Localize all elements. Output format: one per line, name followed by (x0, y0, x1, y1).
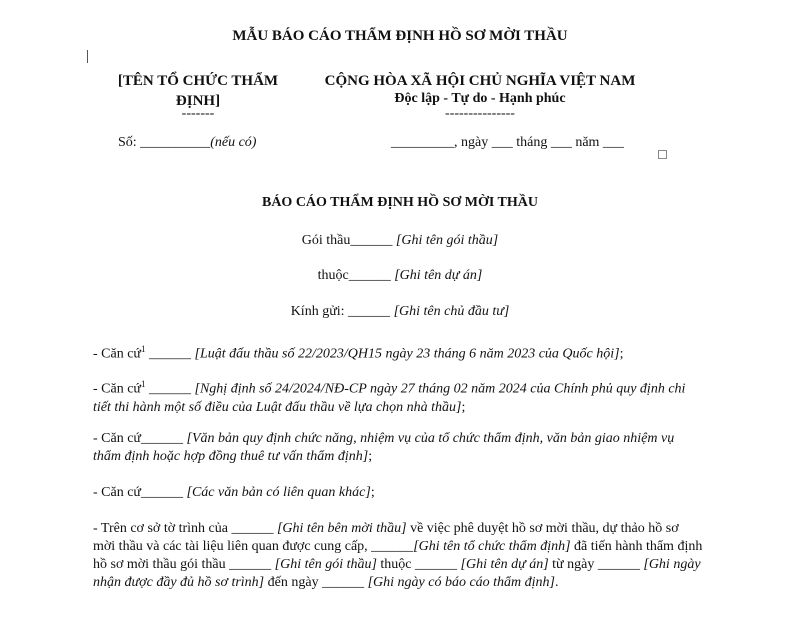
project-note: [Ghi tên dự án] (394, 268, 483, 283)
recipient-line (0, 304, 800, 320)
report-title: BÁO CÁO THẨM ĐỊNH HỒ SƠ MỜI THẦU (261, 195, 538, 210)
basis-blank: ______ (141, 431, 187, 446)
recipient-note: [Ghi tên chủ đầu tư] (393, 304, 510, 319)
legal-basis-1 (93, 340, 703, 364)
document-number-line (118, 135, 256, 151)
legal-basis-2 (93, 375, 703, 417)
paragraph-note: [Ghi ngày có báo cáo thẩm định] (367, 575, 556, 590)
footnote-marker: 1 (141, 344, 146, 354)
basis-prefix: - Căn cứ (93, 431, 142, 446)
basis-note: [Các văn bản có liên quan khác] (186, 485, 371, 500)
legal-basis-4 (93, 484, 703, 502)
basis-prefix: - Căn cứ (93, 485, 142, 500)
basis-suffix: ; (461, 399, 466, 415)
package-line (0, 233, 800, 249)
package-label: Gói thầu______ (301, 233, 396, 248)
national-title: CỘNG HÒA XÃ HỘI CHỦ NGHĨA VIỆT NAM (324, 73, 636, 89)
paragraph-note: [Ghi tên dự án] (460, 557, 549, 572)
footnote-marker: 1 (141, 379, 146, 389)
basis-prefix: - Căn cứ (93, 381, 142, 397)
basis-note: [Luật đấu thầu số 22/2023/QH15 ngày 23 tháng 6 năm 2023 của Quốc hội] (194, 346, 620, 362)
paragraph-note: [Ghi tên bên mời thầu] (276, 521, 407, 536)
organization-name: [TÊN TỔ CHỨC THẨM ĐỊNH] (117, 73, 279, 109)
paragraph-note: [Ghi ngày nhận được đầy đủ hồ sơ trình] (93, 557, 701, 590)
basis-note: [Văn bản quy định chức năng, nhiệm vụ của tổ chức thẩm định, văn bản giao nhiệm vụ thẩm định hoặc hợp đồng thuê tư vấn thẩm định] (93, 431, 675, 464)
basis-blank: ______ (145, 346, 195, 362)
national-motto: Độc lập - Tự do - Hạnh phúc (394, 91, 566, 106)
paragraph-text: - Trên cơ sở tờ trình của ______ (93, 521, 277, 536)
paragraph-text: từ ngày ______ (548, 557, 644, 572)
paragraph-text: thuộc ______ (376, 557, 461, 572)
basis-suffix: ; (368, 449, 373, 464)
basis-suffix: ; (619, 346, 624, 362)
paragraph-text: đến ngày ______ (264, 575, 368, 590)
project-line (0, 268, 800, 284)
package-note: [Ghi tên gói thầu] (395, 233, 499, 248)
paragraph-note: [Ghi tên gói thầu] (274, 557, 377, 572)
appraisal-paragraph (93, 520, 703, 592)
national-divider: --------------- (445, 106, 515, 121)
paragraph-text: đã tiến hành thẩm định hồ sơ mời thầu gói thầu ______ (93, 539, 703, 572)
document-number-note: (nếu có) (210, 135, 257, 150)
basis-blank: ______ (145, 381, 195, 397)
document-number-label: Số: __________ (118, 135, 211, 150)
basis-blank: ______ (141, 485, 187, 500)
legal-basis-3 (93, 430, 703, 466)
paragraph-text: về việc phê duyệt hồ sơ mời thầu, dự thảo hồ sơ mời thầu và các tài liệu liên quan được cung cấp, ______ (93, 521, 679, 554)
recipient-label: Kính gửi: ______ (290, 304, 394, 319)
project-label: thuộc______ (317, 268, 395, 283)
paragraph-note: [Ghi tên tổ chức thẩm định] (413, 539, 571, 554)
basis-suffix: ; (370, 485, 375, 500)
paragraph-text: . (555, 575, 559, 590)
basis-note: [Nghị định số 24/2024/NĐ-CP ngày 27 tháng 02 năm 2024 của Chính phủ quy định chi tiết thi hành một số điều của Luật đấu thầu về lựa chọn nhà thầu] (93, 381, 686, 415)
basis-prefix: - Căn cứ (93, 346, 142, 362)
organization-divider: ------- (181, 106, 215, 121)
text-cursor (87, 50, 88, 63)
layout-anchor-checkbox[interactable] (658, 150, 667, 159)
document-title: MẪU BÁO CÁO THẨM ĐỊNH HỒ SƠ MỜI THẦU (232, 28, 568, 44)
date-line: _________, ngày ___ tháng ___ năm ___ (391, 135, 624, 150)
